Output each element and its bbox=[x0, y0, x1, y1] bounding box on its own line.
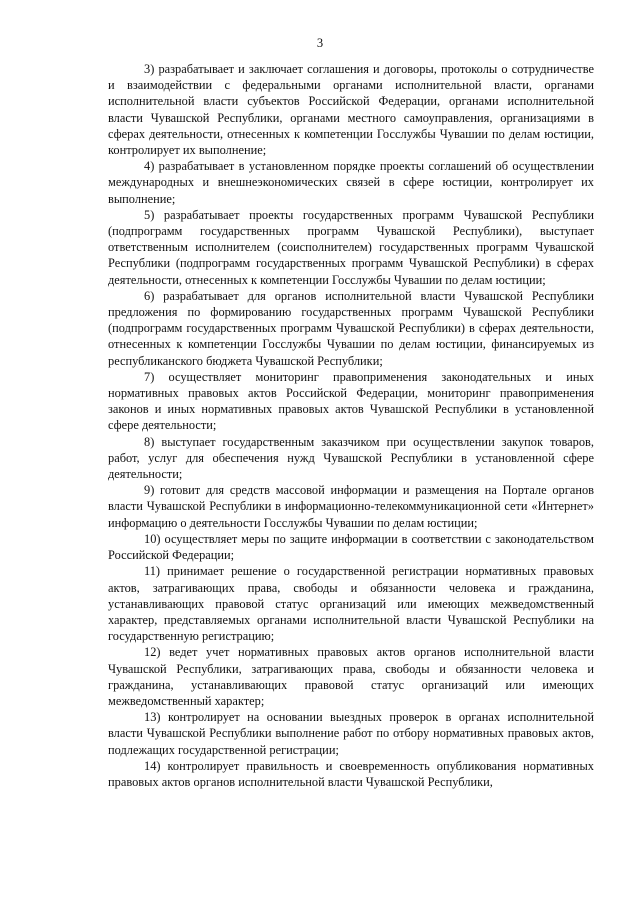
paragraph-14: 14) контролирует правильность и своевременность опубликования нормативных правовых актов органов исполнительной власти Чувашской Республики, bbox=[108, 758, 594, 789]
paragraph-6: 6) разрабатывает для органов исполнительной власти Чувашской Республики предложения по формированию государственных программ Чувашской Республики (подпрограмм государственных программ Чувашской Республики) в сферах деятельности, отнесенных к компетенции Госслужбы Чувашии по делам юстиции, финансируемых из республиканского бюджета Чувашской Республики; bbox=[108, 288, 594, 368]
paragraph-7: 7) осуществляет мониторинг правоприменения законодательных и иных нормативных правовых актов Российской Федерации, мониторинг правоприменения законов и иных нормативных правовых актов Чувашской Республики в установленной сфере деятельности; bbox=[108, 369, 594, 433]
paragraph-8: 8) выступает государственным заказчиком при осуществлении закупок товаров, работ, услуг для обеспечения нужд Чувашской Республики в установленной сфере деятельности; bbox=[108, 434, 594, 482]
document-body bbox=[108, 61, 594, 790]
paragraph-3: 3) разрабатывает и заключает соглашения и договоры, протоколы о сотрудничестве и взаимодействии с федеральными органами исполнительной власти, органами исполнительной власти субъектов Российской Федерации, органами исполнительной власти Чувашской Республики, органами местного самоуправления, организациями в сферах деятельности, отнесенных к компетенции Госслужбы Чувашии по делам юстиции, контролирует их выполнение; bbox=[108, 62, 594, 158]
paragraph-9: 9) готовит для средств массовой информации и размещения на Портале органов власти Чувашской Республики в информационно-телекоммуникационной сети «Интернет» информацию о деятельности Госслужбы Чувашии по делам юстиции; bbox=[108, 483, 594, 530]
paragraph-11: 11) принимает решение о государственной регистрации нормативных правовых актов, затрагивающих права, свободы и обязанности человека и гражданина, устанавливающих правовой статус организаций или имеющих межведомственный характер, представляемых органами исполнительной власти Чувашской Республики на государственную регистрацию; bbox=[108, 564, 594, 644]
paragraph-4: 4) разрабатывает в установленном порядке проекты соглашений об осуществлении международных и внешнеэкономических связей в сфере юстиции, контролирует их выполнение; bbox=[108, 159, 594, 206]
paragraph-12: 12) ведет учет нормативных правовых актов органов исполнительной власти Чувашской Республики, затрагивающих права, свободы и обязанности человека и гражданина, устанавливающих правовой статус организаций или имеющих межведомственный характер; bbox=[108, 645, 594, 708]
paragraph-13: 13) контролирует на основании выездных проверок в органах исполнительной власти Чувашской Республики выполнение работ по отбору нормативных правовых актов, подлежащих государственной регистрации; bbox=[108, 710, 594, 757]
paragraph-10: 10) осуществляет меры по защите информации в соответствии с законодательством Российской Федерации; bbox=[108, 531, 594, 563]
paragraph-5: 5) разрабатывает проекты государственных программ Чувашской Республики (подпрограмм государственных программ Чувашской Республики), выступает ответственным исполнителем (соисполнителем) государственных программ Чувашской Республики (подпрограмм государственных программ Чувашской Республики) в сферах деятельности, отнесенных к компетенции Госслужбы Чувашии по делам юстиции; bbox=[108, 207, 594, 287]
page-number: 3 bbox=[316, 36, 324, 50]
